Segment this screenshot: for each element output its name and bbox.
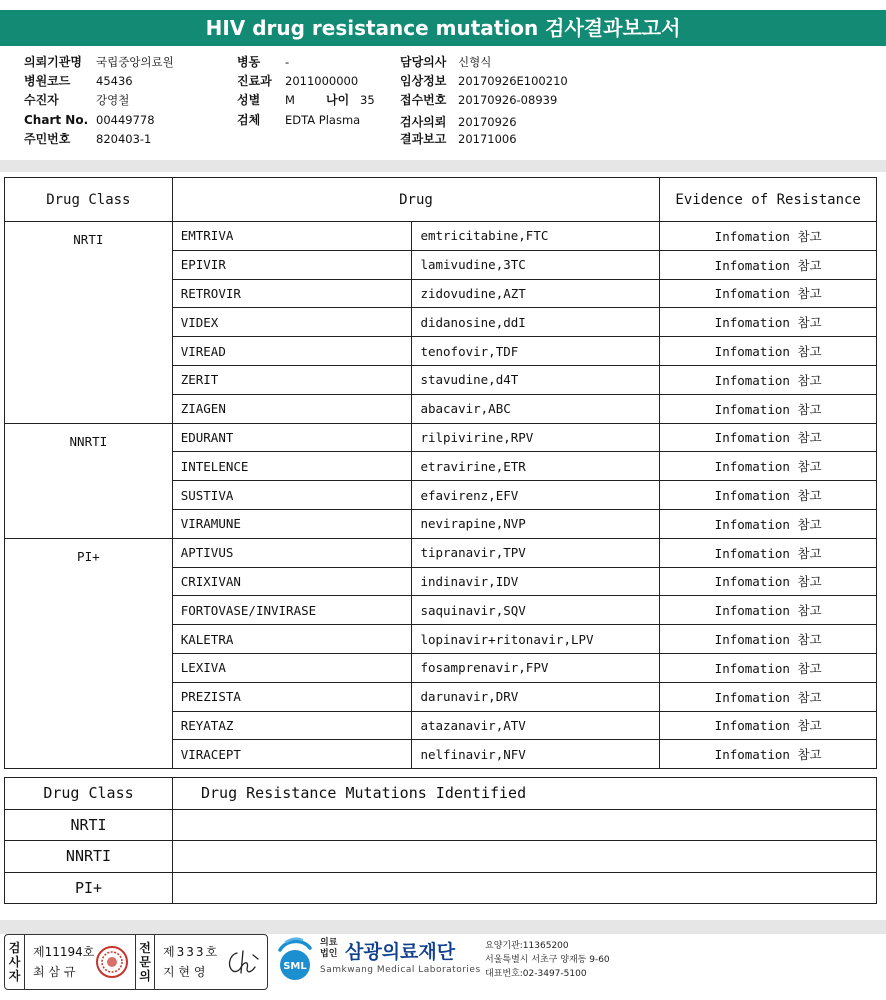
- evidence-cell: Infomation 참고: [660, 538, 877, 567]
- drug-generic-cell: didanosine,ddI: [412, 308, 660, 337]
- mutation-table: [4, 777, 877, 904]
- drug-brand-cell: FORTOVASE/INVIRASE: [172, 596, 412, 625]
- tester-name: 최 삼 규: [33, 965, 76, 979]
- info-row: [237, 72, 358, 91]
- evidence-cell: Infomation 참고: [660, 625, 877, 654]
- info-label: 병동: [237, 55, 261, 69]
- info-label: 의뢰기관명: [24, 55, 82, 69]
- info-label: 임상정보: [400, 74, 447, 88]
- header-drug: Drug: [172, 178, 660, 222]
- info-label: 수진자: [24, 93, 59, 107]
- info-row: [24, 111, 155, 130]
- mutation-header-class: Drug Class: [5, 778, 173, 810]
- info-row: [400, 91, 557, 110]
- drug-generic-cell: emtricitabine,FTC: [412, 222, 660, 251]
- info-label: 병원코드: [24, 74, 71, 88]
- info-row: [24, 91, 129, 110]
- org-prefix-line2: 법인: [320, 949, 338, 959]
- info-row-age: [326, 91, 375, 110]
- drug-generic-cell: nevirapine,NVP: [412, 509, 660, 538]
- info-label: 검체: [237, 113, 261, 127]
- tester-license: 제11194호: [33, 945, 95, 959]
- org-prefix-line1: 의료: [320, 938, 338, 948]
- evidence-cell: Infomation 참고: [660, 250, 877, 279]
- info-value: -: [285, 55, 290, 69]
- info-label: Chart No.: [24, 113, 89, 127]
- info-label: 담당의사: [400, 55, 447, 69]
- info-row: [237, 111, 360, 130]
- org-name: 삼광의료재단: [345, 941, 456, 963]
- drug-resistance-table: [4, 177, 877, 769]
- info-label: 나이: [326, 93, 350, 107]
- info-value: 20171006: [458, 132, 517, 146]
- drug-generic-cell: abacavir,ABC: [412, 394, 660, 423]
- evidence-cell: Infomation 참고: [660, 394, 877, 423]
- drug-brand-cell: CRIXIVAN: [172, 567, 412, 596]
- drug-generic-cell: etravirine,ETR: [412, 452, 660, 481]
- evidence-cell: Infomation 참고: [660, 682, 877, 711]
- org-info: [485, 939, 610, 981]
- drug-generic-cell: stavudine,d4T: [412, 365, 660, 394]
- info-value: 국립중앙의료원: [96, 55, 174, 69]
- info-value: 20170926-08939: [458, 93, 558, 107]
- drug-generic-cell: darunavir,DRV: [412, 682, 660, 711]
- org-english-name: Samkwang Medical Laboratories: [320, 965, 481, 975]
- mutation-row: [5, 841, 877, 873]
- info-value: 강영철: [96, 93, 130, 107]
- evidence-cell: Infomation 참고: [660, 308, 877, 337]
- drug-brand-cell: PREZISTA: [172, 682, 412, 711]
- drug-generic-cell: tenofovir,TDF: [412, 337, 660, 366]
- table-header-row: [5, 178, 877, 222]
- info-value: 35: [360, 93, 375, 107]
- drug-brand-cell: VIREAD: [172, 337, 412, 366]
- sml-logo-icon: [272, 936, 318, 982]
- table-row: [5, 423, 877, 452]
- evidence-cell: Infomation 참고: [660, 222, 877, 251]
- report-title: HIV drug resistance mutation 검사결과보고서: [0, 10, 886, 46]
- drug-brand-cell: ZIAGEN: [172, 394, 412, 423]
- drug-generic-cell: indinavir,IDV: [412, 567, 660, 596]
- info-row: [400, 130, 517, 149]
- drug-brand-cell: VIRACEPT: [172, 740, 412, 769]
- drug-brand-cell: EMTRIVA: [172, 222, 412, 251]
- drug-brand-cell: EDURANT: [172, 423, 412, 452]
- signature-icon: [225, 947, 261, 979]
- mutation-header-row: [5, 778, 877, 810]
- info-label: 검사의뢰: [400, 115, 447, 129]
- evidence-cell: Infomation 참고: [660, 481, 877, 510]
- seal-stamp-icon: [95, 945, 129, 979]
- info-row: [237, 91, 295, 110]
- tester-side-label: [5, 935, 25, 989]
- info-value: 820403-1: [96, 132, 152, 146]
- drug-generic-cell: tipranavir,TPV: [412, 538, 660, 567]
- drug-generic-cell: lopinavir+ritonavir,LPV: [412, 625, 660, 654]
- mutation-header-identified: Drug Resistance Mutations Identified: [173, 778, 877, 810]
- evidence-cell: Infomation 참고: [660, 423, 877, 452]
- org-info-line1: 요양기관:11365200: [485, 941, 569, 951]
- doctor-license: 제333호: [163, 945, 220, 959]
- drug-brand-cell: VIDEX: [172, 308, 412, 337]
- doctor-side-label: [135, 935, 155, 989]
- evidence-cell: Infomation 참고: [660, 337, 877, 366]
- drug-class-cell: NNRTI: [5, 423, 173, 538]
- evidence-cell: Infomation 참고: [660, 279, 877, 308]
- drug-brand-cell: VIRAMUNE: [172, 509, 412, 538]
- evidence-cell: Infomation 참고: [660, 452, 877, 481]
- mutation-class-cell: PI+: [5, 872, 173, 904]
- logo-badge-text: SML: [283, 961, 307, 972]
- info-label: 결과보고: [400, 132, 447, 146]
- drug-brand-cell: RETROVIR: [172, 279, 412, 308]
- info-row: [400, 72, 568, 91]
- mutation-class-cell: NRTI: [5, 809, 173, 841]
- drug-brand-cell: LEXIVA: [172, 653, 412, 682]
- header-divider: [0, 160, 886, 172]
- info-value: 20170926: [458, 115, 517, 129]
- signature-box: [4, 934, 268, 990]
- info-row: [24, 53, 174, 72]
- evidence-cell: Infomation 참고: [660, 740, 877, 769]
- info-value: M: [285, 93, 295, 107]
- drug-generic-cell: fosamprenavir,FPV: [412, 653, 660, 682]
- mutation-row: [5, 809, 877, 841]
- info-value: 20170926E100210: [458, 74, 568, 88]
- info-label: 진료과: [237, 74, 272, 88]
- info-row: [400, 53, 491, 72]
- doctor-name: 지 현 영: [163, 965, 206, 979]
- table-row: [5, 222, 877, 251]
- drug-generic-cell: rilpivirine,RPV: [412, 423, 660, 452]
- drug-generic-cell: atazanavir,ATV: [412, 711, 660, 740]
- drug-generic-cell: efavirenz,EFV: [412, 481, 660, 510]
- drug-brand-cell: ZERIT: [172, 365, 412, 394]
- drug-class-cell: PI+: [5, 538, 173, 768]
- info-value: 45436: [96, 74, 133, 88]
- drug-brand-cell: EPIVIR: [172, 250, 412, 279]
- info-value: 신형식: [458, 55, 492, 69]
- drug-generic-cell: lamivudine,3TC: [412, 250, 660, 279]
- info-value: 00449778: [96, 113, 155, 127]
- tester-side-text: 검사자: [8, 941, 21, 983]
- evidence-cell: Infomation 참고: [660, 596, 877, 625]
- evidence-cell: Infomation 참고: [660, 365, 877, 394]
- org-info-line2: 서울특별시 서초구 양재동 9-60: [485, 955, 610, 965]
- info-label: 주민번호: [24, 132, 71, 146]
- header-drug-class: Drug Class: [5, 178, 173, 222]
- drug-class-cell: NRTI: [5, 222, 173, 424]
- info-row: [237, 53, 289, 72]
- drug-brand-cell: SUSTIVA: [172, 481, 412, 510]
- info-row: [24, 130, 151, 149]
- info-value: 2011000000: [285, 74, 359, 88]
- table-row: [5, 538, 877, 567]
- mutation-value-cell: [173, 809, 877, 841]
- info-label: 성별: [237, 93, 261, 107]
- doctor-side-text: 전문의: [139, 941, 151, 983]
- drug-generic-cell: nelfinavir,NFV: [412, 740, 660, 769]
- info-row: [24, 72, 133, 91]
- org-info-line3: 대표번호:02-3497-5100: [485, 969, 587, 979]
- drug-brand-cell: KALETRA: [172, 625, 412, 654]
- mutation-class-cell: NNRTI: [5, 841, 173, 873]
- evidence-cell: Infomation 참고: [660, 653, 877, 682]
- footer-divider: [0, 920, 886, 934]
- mutation-row: [5, 872, 877, 904]
- header-evidence: Evidence of Resistance: [660, 178, 877, 222]
- evidence-cell: Infomation 참고: [660, 509, 877, 538]
- drug-brand-cell: APTIVUS: [172, 538, 412, 567]
- drug-brand-cell: REYATAZ: [172, 711, 412, 740]
- mutation-value-cell: [173, 872, 877, 904]
- info-value: EDTA Plasma: [285, 113, 361, 127]
- drug-brand-cell: INTELENCE: [172, 452, 412, 481]
- drug-generic-cell: saquinavir,SQV: [412, 596, 660, 625]
- info-label: 접수번호: [400, 93, 447, 107]
- org-prefix: [320, 938, 337, 960]
- evidence-cell: Infomation 참고: [660, 567, 877, 596]
- drug-generic-cell: zidovudine,AZT: [412, 279, 660, 308]
- mutation-value-cell: [173, 841, 877, 873]
- evidence-cell: Infomation 참고: [660, 711, 877, 740]
